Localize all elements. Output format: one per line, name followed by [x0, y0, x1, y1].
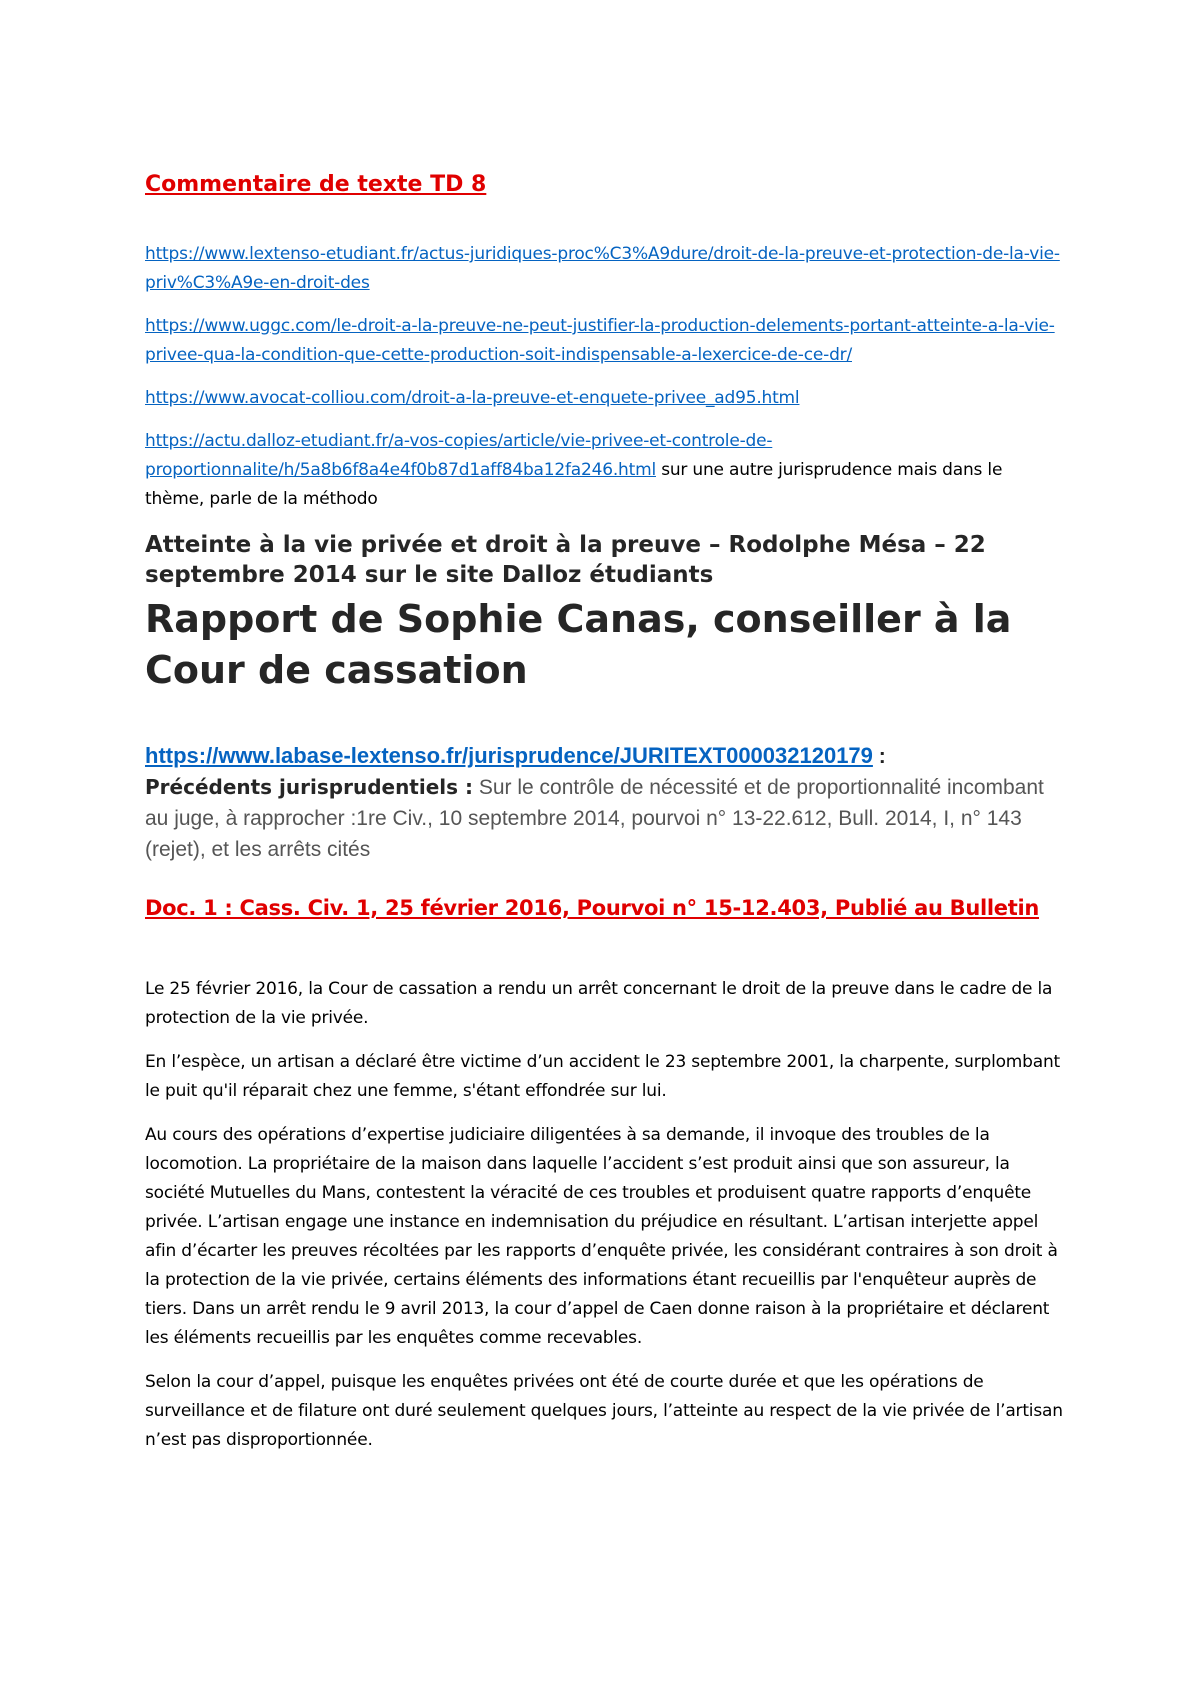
body-paragraph-3: Au cours des opérations d’expertise judiciaire diligentées à sa demande, il invoque des troubles de la locomotion. La propriétaire de la maison dans laquelle l’accident s’est produit ainsi que son assureur, la société Mutuelles du Mans, contestent la véracité de ces troubles et produisent quatre rapports d’enquête privée. L’artisan engage une instance en indemnisation du préjudice en résultant. L’artisan interjette appel afin d’écarter les preuves récoltées par les rapports d’enquête privée, les considérant contraires à son droit à la protection de la vie privée, certains éléments des informations étant recueillis par l'enquêteur auprès de tiers. Dans un arrêt rendu le 9 avril 2013, la cour d’appel de Caen donne raison à la propriétaire et déclarent les éléments recueillis par les enquêtes comme recevables. [145, 1125, 1058, 1348]
link-lextenso[interactable]: https://www.lextenso-etudiant.fr/actus-juridiques-proc%C3%A9dure/droit-de-la-preuve-et-protection-de-la-vie-priv%C3%A9e-en-droit-des [145, 244, 1060, 293]
link-paragraph-3 [145, 384, 1065, 413]
body-paragraph-1: Le 25 février 2016, la Cour de cassation a rendu un arrêt concernant le droit de la preuve dans le cadre de la protection de la vie privée. [145, 979, 1053, 1028]
rapport-colon: : [872, 745, 886, 768]
precedents-label: Précédents jurisprudentiels : [145, 775, 474, 799]
body-paragraph-4: Selon la cour d’appel, puisque les enquêtes privées ont été de courte durée et que les opérations de surveillance et de filature ont duré seulement quelques jours, l’atteinte au respect de la vie privée de l’artisan n’est pas disproportionnée. [145, 1372, 1063, 1450]
link-note-4: sur une autre jurisprudence mais dans le thème, parle de la méthodo [145, 460, 1003, 509]
body-paragraph-2: En l’espèce, un artisan a déclaré être victime d’un accident le 23 septembre 2001, la charpente, surplombant le puit qu'il réparait chez une femme, s'étant effondrée sur lui. [145, 1052, 1061, 1101]
document-content [145, 170, 1065, 1470]
rapport-block [145, 740, 1065, 865]
rapport-title: Rapport de Sophie Canas, conseiller à la Cour de cassation [145, 597, 1012, 692]
precedents-text: Sur le contrôle de nécessité et de proportionnalité incombant au juge, à rapprocher :1re Civ., 10 septembre 2014, pourvoi n° 13-22.612, Bull. 2014, I, n° 143 (rejet), et les arrêts cités [145, 776, 1044, 861]
link-paragraph-2 [145, 312, 1065, 370]
link-dalloz-etudiant[interactable]: https://actu.dalloz-etudiant.fr/a-vos-copies/article/vie-privee-et-controle-de-proportionnalite/h/5a8b6f8a4e4f0b87d1aff84ba12fa246.html [145, 431, 773, 480]
link-labase-lextenso[interactable]: https://www.labase-lextenso.fr/jurisprudence/JURITEXT000032120179 [145, 743, 873, 768]
article-subtitle: Atteinte à la vie privée et droit à la preuve – Rodolphe Mésa – 22 septembre 2014 sur le site Dalloz étudiants [145, 532, 986, 588]
link-uggc[interactable]: https://www.uggc.com/le-droit-a-la-preuve-ne-peut-justifier-la-production-delements-portant-atteinte-a-la-vie-privee-qua-la-condition-que-cette-production-soit-indispensable-a-lexercice-de-ce-dr/ [145, 316, 1055, 365]
link-paragraph-1 [145, 240, 1065, 298]
document-title: Commentaire de texte TD 8 [145, 172, 487, 197]
link-paragraph-4 [145, 427, 1065, 514]
doc-heading: Doc. 1 : Cass. Civ. 1, 25 février 2016, Pourvoi n° 15-12.403, Publié au Bulletin [145, 896, 1039, 920]
link-avocat-colliou[interactable]: https://www.avocat-colliou.com/droit-a-la-preuve-et-enquete-privee_ad95.html [145, 388, 800, 408]
